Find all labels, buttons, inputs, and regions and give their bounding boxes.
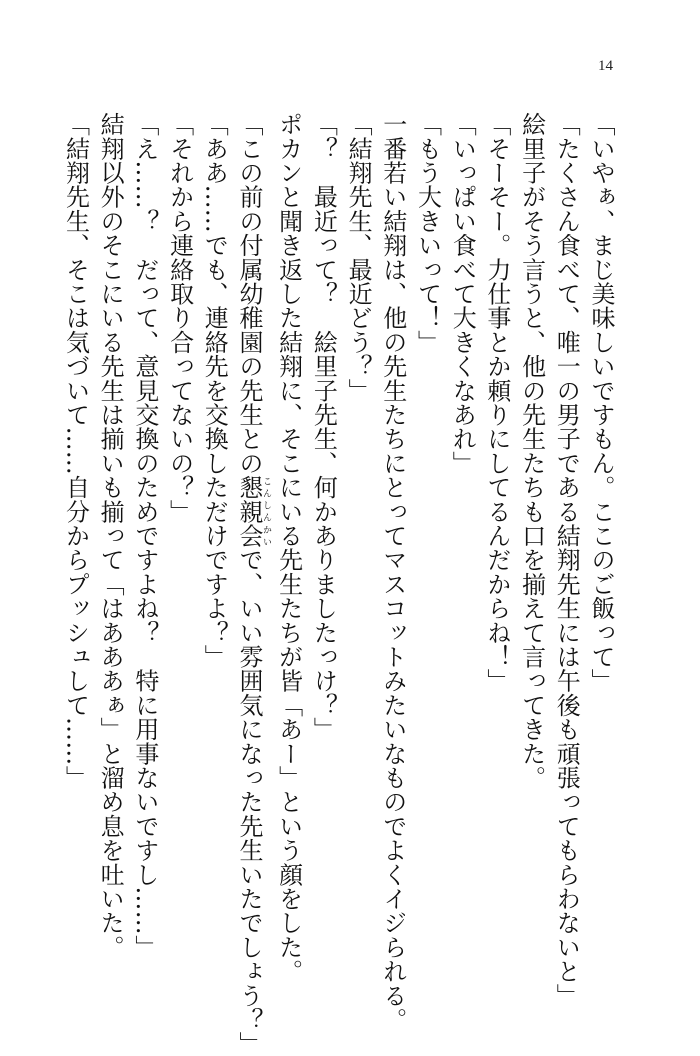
text-line: 「そーそー。力仕事とか頼りにしてるんだからね！」 (482, 112, 511, 693)
text-line: 「もう大きいって！」 (413, 112, 442, 354)
text-line: 「結翔先生、そこは気づいて……自分からプッシュして……」 (61, 112, 90, 790)
text-line: ポカンと聞き返した結翔に、そこにいる先生たちが皆「あー」という顔をした。 (274, 112, 303, 984)
text-line: 「結翔先生、最近どう？」 (344, 112, 373, 403)
text-line: 一番若い結翔は、他の先生たちにとってマスコットみたいなものでよくイジられる。 (378, 112, 407, 1032)
text-line: 結翔以外のそこにいる先生は揃いも揃って「はあああぁ」と溜め息を吐いた。 (96, 112, 125, 959)
text-line: 「それから連絡取り合ってないの？」 (165, 112, 194, 524)
text-line: 「いっぱい食べて大きくなあれ」 (448, 112, 477, 475)
vertical-text-body (58, 112, 618, 1056)
ruby-reading: こんしんかい (260, 475, 271, 548)
text-segment: 「この前の付属幼稚園の先生との (234, 112, 263, 475)
text-line: 「たくさん食べて、唯一の男子である結翔先生には午後も頑張ってもらわないと」 (552, 112, 581, 1008)
ruby-word (234, 475, 271, 548)
text-line: 「え……？ だって、意見交換のためですよね？ 特に用事ないですし……」 (130, 112, 159, 959)
page-number: 14 (598, 58, 613, 74)
text-line: 「？ 最近って？ 絵里子先生、何かありましたっけ？」 (309, 112, 338, 742)
text-line: 「いやぁ、まじ美味しいですもん。ここのご飯って」 (587, 112, 615, 693)
text-segment: で、いい雰囲気になった先生いたでしょう？」 (234, 547, 263, 1056)
ruby-base: 懇親会 (234, 475, 263, 548)
text-line-with-ruby (231, 112, 271, 1056)
text-line: 絵里子がそう言うと、他の先生たちも口を揃えて言ってきた。 (517, 112, 546, 790)
text-line: 「ああ……でも、連絡先を交換しただけですよ？」 (200, 112, 229, 669)
